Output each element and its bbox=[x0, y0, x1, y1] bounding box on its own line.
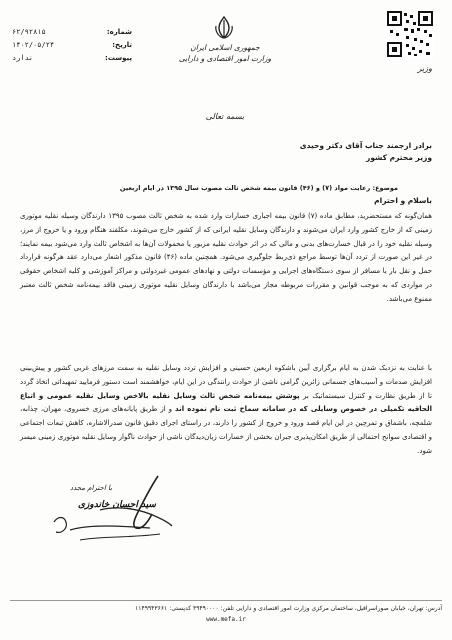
letter-greeting: باسلام و احترام bbox=[374, 196, 432, 205]
footer-website: www.mefa.ir bbox=[206, 616, 246, 623]
number-label: شماره: bbox=[106, 28, 132, 36]
date-value: ۱۴۰۲/۰۵/۲۴ bbox=[12, 41, 55, 49]
body-paragraph-1: همان‌گونه که مستحضرید، مطابق ماده (۷) قانون بیمه اجباری خسارات وارد شده به شخص ثالث مصوب ۱۳۹۵ دارندگان وسیله نقلیه موتوری زمینی که از خارج کشور وارد ایران می‌شوند و دارندگان وسایل نقلیه ایرانی که از کشور خارج می‌شوند، مکلفند هنگام ورود و یا خروج از مرز، وسیله نقلیه خود را در قبال خسارت‌های بدنی و مالی که در اثر حوادث نقلیه مزبور یا محمولات آن‌ها به اشخاص ثالث وارد می‌شود بیمه نمایند؛ در غیر این صورت از تردد آن‌ها توسط مراجع ذی‌ربط جلوگیری می‌شود. همچنین ماده (۴۶) قانون مذکور اشعار می‌دارد عقد هرگونه قرارداد حمل و نقل بار یا مسافر از سوی دستگاه‌های اجرایی و مؤسسات دولتی و نهادهای عمومی غیردولتی و مراکز آموزشی و کلیه اشخاص حقوقی در مواردی که به موجب قوانین و مقررات مربوطه مجاز می‌باشد با دارندگان وسایل نقلیه موتوری زمینی فاقد بیمه‌نامه شخص ثالث معتبر ممنوع می‌باشد. bbox=[20, 212, 433, 303]
recipient-name: برادر ارجمند جناب آقای دکتر وحیدی bbox=[299, 141, 432, 150]
body-paragraph-2 bbox=[20, 362, 432, 459]
paragraph-2-start: با عنایت به نزدیک شدن به ایام برگزاری آیین باشکوه اربعین حسینی و افزایش تردد وسایل نقلیه به سمت مرزهای غربی کشور و پیش‌بینی افزایش صدمات و آسیب‌های جسمانی زائرین گرامی ناشی از حوادث رانندگی در این ایام، خواهشمند است دستور فرمایید تمهیداتی اتخاذ گردد تا از طریق نظارت و کنترل سیستماتیک بر bbox=[20, 364, 433, 400]
iran-emblem-icon bbox=[210, 14, 238, 42]
paragraph-2-end: و از طریق پایانه‌های مرزی خسروی، مهران، چذابه، شلمچه، باشماق و تمرچین در این ایام قصد ورود و خروج از کشور را دارند، در راستای اجرای دقیق قانون صدرالاشاره، کاهش تبعات اجتماعی و اقتصادی سوانح احتمالی از طریق امکان‌پذیری جبران بخشی از خسارات زیان‌دیدگان ناشی از حوادث ناگوار وسایل نقلیه موتوری زمینی میسر شود. bbox=[20, 405, 432, 455]
letter-metadata bbox=[12, 26, 132, 65]
ministry-name: وزارت امور اقتصادی و دارایی bbox=[178, 54, 272, 63]
qr-code-icon bbox=[386, 10, 434, 58]
recipient-block bbox=[300, 140, 432, 164]
ministry-country: جمهوری اسلامی ایران bbox=[190, 43, 260, 52]
handwritten-signature bbox=[40, 470, 200, 550]
letter-subject: موضوع: رعایت مواد (۷) و (۴۶) قانون بیمه شخص ثالث مصوب سال ۱۳۹۵ در ایام اربعین bbox=[119, 184, 398, 192]
attachment-value: ندارد bbox=[12, 54, 34, 62]
footer-address: آدرس: تهران، خیابان صوراسرافیل، ساختمان مرکزی وزارت امور اقتصادی و دارایی تلفن: ۳۹۴۹۰۰۰۰ کدپستی: ۱۱۴۹۹۴۳۶۶۱ bbox=[135, 605, 442, 612]
letter-number-row bbox=[12, 26, 132, 39]
date-label: تاریخ: bbox=[112, 41, 132, 49]
minister-label: وزیر bbox=[417, 64, 432, 73]
recipient-title: وزیر محترم کشور bbox=[366, 153, 432, 162]
signature-closing: با احترام مجدد bbox=[70, 484, 113, 492]
bismillah: بسمه تعالی bbox=[205, 112, 245, 121]
number-value: ۶۲/۹۲۸۱۵ bbox=[12, 28, 46, 36]
letter-footer bbox=[10, 600, 442, 625]
signatory-name: سید احسان خاندوزی bbox=[78, 500, 156, 510]
letter-attachment-row bbox=[12, 52, 132, 65]
ministry-heading bbox=[150, 42, 300, 64]
paragraph-2-emphasis: پوشش بیمه‌نامه شخص ثالث وسایل نقلیه بالاخص وسایل نقلیه عمومی و اتباع الحاقیه تکمیلی در خصوص وسایلی که در سامانه سماح ثبت نام نموده اند bbox=[20, 391, 432, 414]
attachment-label: پیوست: bbox=[105, 54, 132, 62]
letter-date-row bbox=[12, 39, 132, 52]
